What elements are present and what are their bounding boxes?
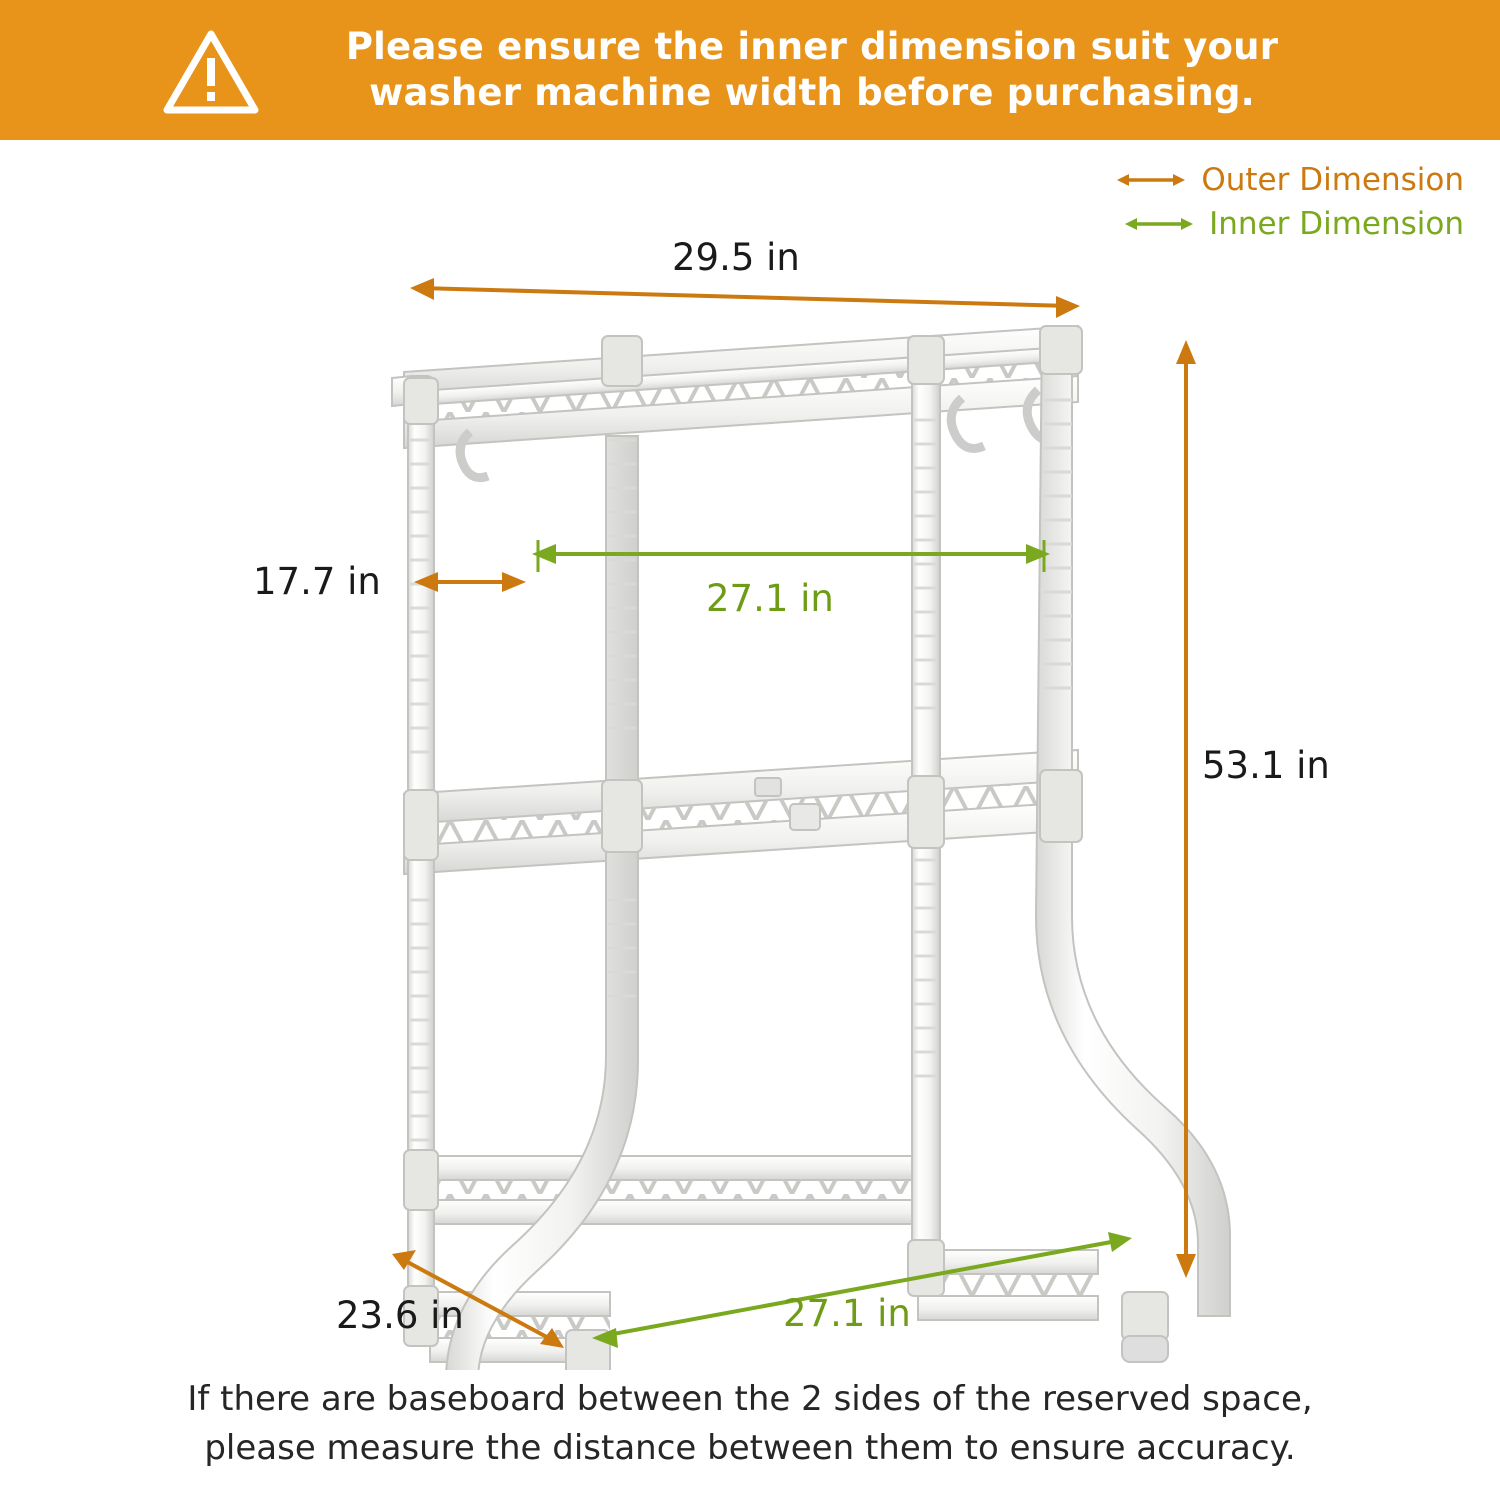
warning-banner [0,0,1500,140]
dim-arrow-left-depth [414,572,526,592]
dim-label-inner-bottom-width: 27.1 in [783,1292,911,1335]
footer-note-line1: If there are baseboard between the 2 sides of the reserved space, [187,1379,1313,1419]
dim-label-bottom-depth: 23.6 in [336,1294,464,1337]
legend-label-outer: Outer Dimension [1201,162,1464,198]
dim-label-total-height: 53.1 in [1202,744,1330,787]
warning-triangle-icon [163,28,259,116]
dim-label-inner-top-width: 27.1 in [706,577,834,620]
dim-label-left-depth: 17.7 in [253,560,381,603]
footer-note-line2: please measure the distance between them to ensure accuracy. [204,1428,1296,1469]
dim-arrow-top-width [410,278,1080,318]
footer-note [0,1375,1500,1474]
dim-label-top-width: 29.5 in [672,236,800,279]
product-dimension-diagram [0,140,1500,1370]
dim-arrow-inner-top-width [532,540,1050,572]
dim-arrow-total-height [1176,340,1196,1278]
legend-label-inner: Inner Dimension [1209,206,1464,242]
warning-banner-text: Please ensure the inner dimension suit your washer machine width before purchasing. [345,24,1279,114]
